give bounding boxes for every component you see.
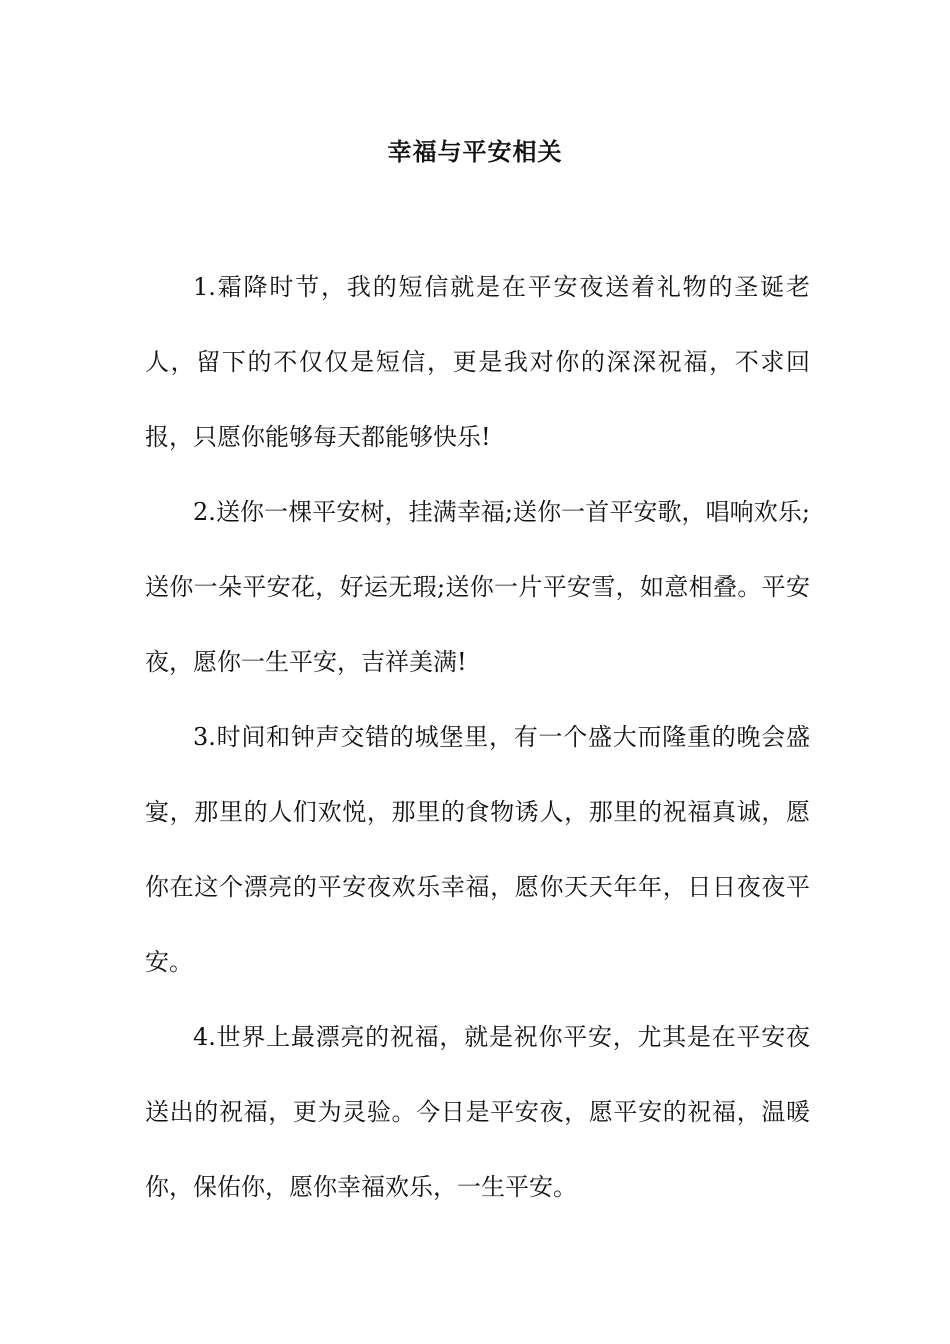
- paragraph-3: 3.时间和钟声交错的城堡里，有一个盛大而隆重的晚会盛宴，那里的人们欢悦，那里的食物诱人，那里的祝福真诚，愿你在这个漂亮的平安夜欢乐幸福，愿你天天年年，日日夜夜平安。: [145, 723, 810, 976]
- document-title: 幸福与平安相关: [387, 137, 563, 166]
- paragraph-4: 4.世界上最漂亮的祝福，就是祝你平安，尤其是在平安夜送出的祝福，更为灵验。今日是平安夜，愿平安的祝福，温暖你，保佑你，愿你幸福欢乐，一生平安。: [145, 1023, 810, 1201]
- document-body: [145, 250, 810, 1225]
- paragraph-2: 2.送你一棵平安树，挂满幸福;送你一首平安歌，唱响欢乐;送你一朵平安花，好运无瑕;送你一片平安雪，如意相叠。平安夜，愿你一生平安，吉祥美满!: [145, 498, 810, 676]
- paragraph-1: 1.霜降时节，我的短信就是在平安夜送着礼物的圣诞老人，留下的不仅仅是短信，更是我对你的深深祝福，不求回报，只愿你能够每天都能够快乐!: [145, 273, 810, 451]
